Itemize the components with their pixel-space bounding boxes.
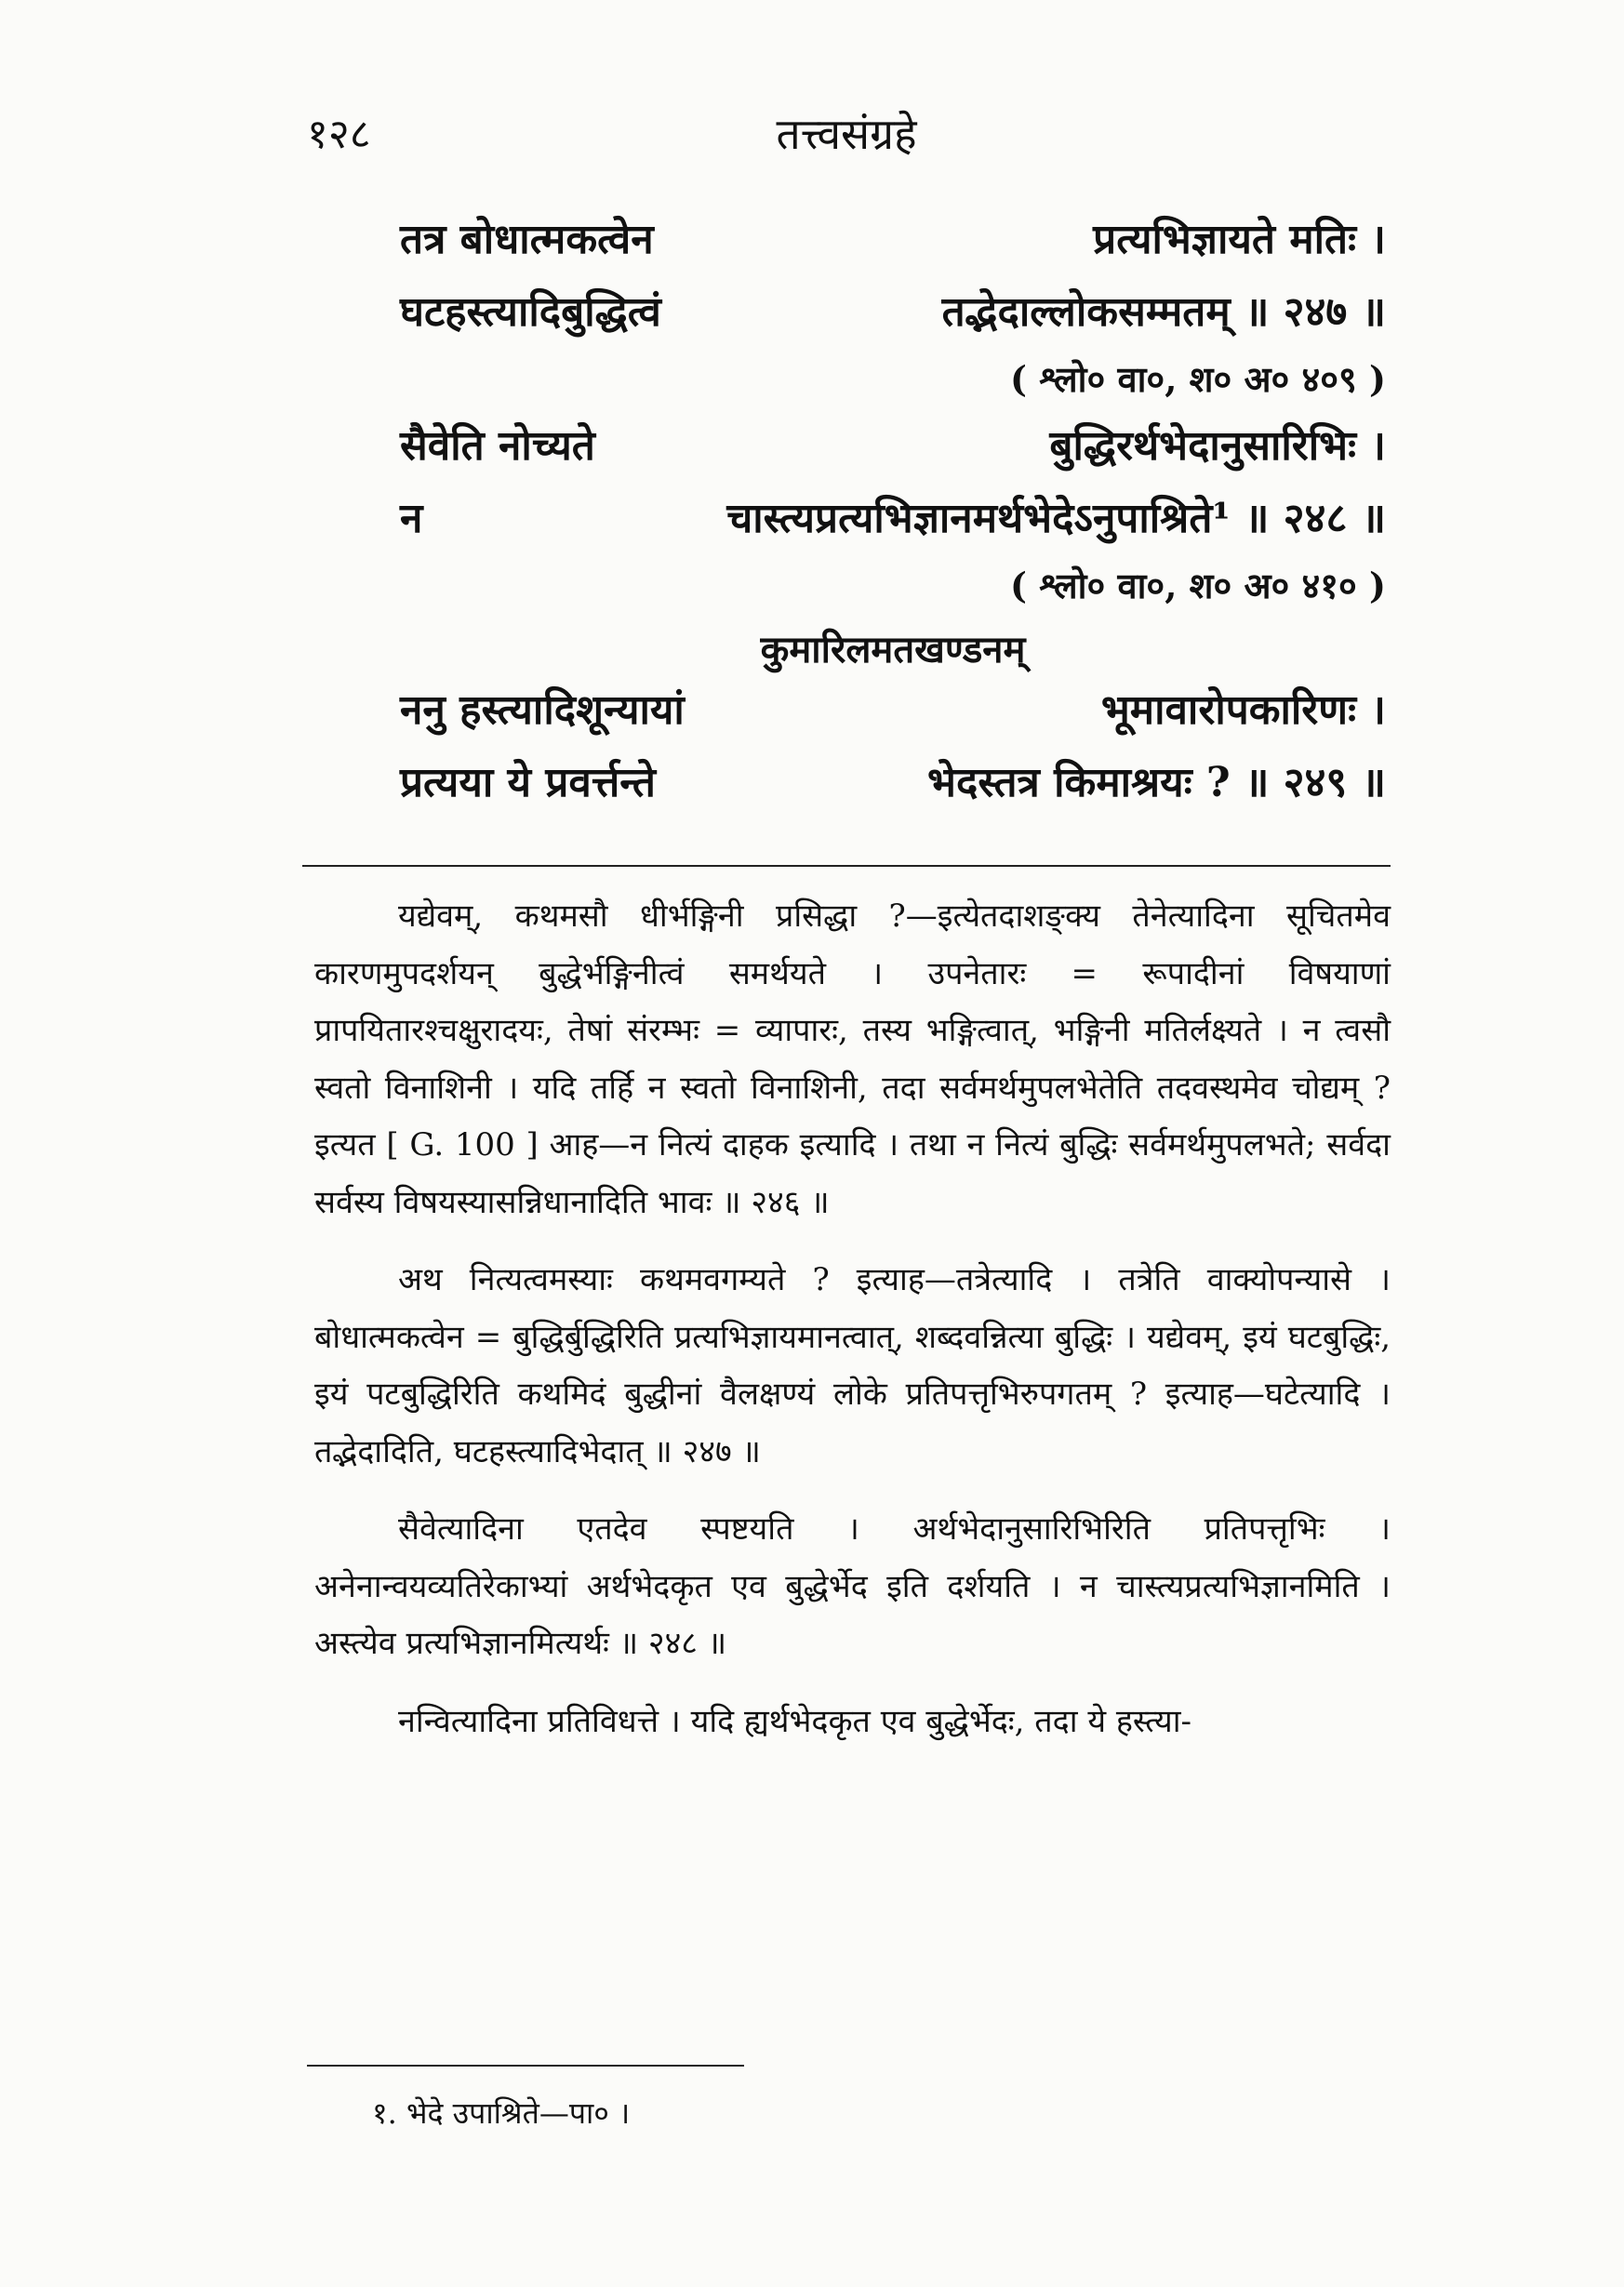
verse-line bbox=[400, 680, 1386, 752]
verse-line bbox=[400, 488, 1386, 561]
commentary-paragraph: अथ नित्यत्वमस्याः कथमवगम्यते ? इत्याह—तत्रेत्यादि । तत्रेति वाक्योपन्यासे । बोधात्मकत्वेन = बुद्धिर्बुद्धिरिति प्रत्यभिज्ञायमानत्वात्, शब्दवन्नित्या बुद्धिः । यद्येवम्, इयं घटबुद्धिः, इयं पटबुद्धिरिति कथमिदं बुद्धीनां वैलक्षण्यं लोके प्रतिपत्तृभिरुपगतम् ? इत्याह—घटेत्यादि । तद्भेदादिति, घटहस्त्यादिभेदात् ॥ २४७ ॥ bbox=[314, 1261, 1391, 1470]
verse-block bbox=[400, 209, 1386, 825]
commentary-paragraph: नन्वित्यादिना प्रतिविधत्ते । यदि ह्यर्थभेदकृत एव बुद्धेर्भेदः, तदा ये हस्त्या- bbox=[398, 1702, 1192, 1740]
footnote: १. भेदे उपाश्रिते—पा० । bbox=[372, 2095, 631, 2131]
verse-half: तत्र बोधात्मकत्वेन bbox=[400, 216, 654, 263]
commentary bbox=[314, 888, 1391, 1750]
verse-half: भूमावारोपकारिणः । bbox=[1100, 686, 1386, 734]
page-header bbox=[307, 104, 1386, 169]
verse-line bbox=[400, 416, 1386, 488]
section-heading: कुमारिलमतखण्डनम् bbox=[760, 628, 1026, 671]
verse-half: प्रत्यभिज्ञायते मतिः । bbox=[1093, 216, 1386, 263]
verse-half: घटहस्त्यादिबुद्धित्वं bbox=[400, 288, 661, 336]
footnote-rule bbox=[307, 2065, 744, 2067]
verse-half: तद्भेदाल्लोकसम्मतम् ॥ २४७ ॥ bbox=[941, 288, 1386, 336]
verse-half: ननु हस्त्यादिशून्यायां bbox=[400, 686, 685, 734]
verse-half: न bbox=[400, 495, 423, 542]
verse-citation: ( श्लो० वा०, श० अ० ४१० ) bbox=[1010, 565, 1386, 606]
verse-half: भेदस्तत्र किमाश्रयः ? ॥ २४९ ॥ bbox=[927, 759, 1386, 806]
running-title: तत्त्वसंग्रहे bbox=[776, 109, 917, 159]
verse-half: चास्त्यप्रत्यभिज्ञानमर्थभेदेऽनुपाश्रिते¹ ॥ २४८ ॥ bbox=[726, 495, 1386, 542]
commentary-paragraph: सैवेत्यादिना एतदेव स्पष्टयति । अर्थभेदानुसारिभिरिति प्रतिपत्तृभिः । अनेनान्वयव्यतिरेकाभ्यां अर्थभेदकृत एव बुद्धेर्भेद इति दर्शयति । न चास्त्यप्रत्यभिज्ञानमिति । अस्त्येव प्रत्यभिज्ञानमित्यर्थः ॥ २४८ ॥ bbox=[314, 1510, 1391, 1662]
verse-half: प्रत्यया ये प्रवर्त्तन्ते bbox=[400, 759, 656, 806]
page-number: १२८ bbox=[307, 111, 371, 158]
verse-line bbox=[400, 752, 1386, 825]
verse-citation: ( श्लो० वा०, श० अ० ४०९ ) bbox=[1010, 358, 1386, 400]
verse-line bbox=[400, 209, 1386, 282]
commentary-paragraph: यद्येवम्, कथमसौ धीर्भङ्गिनी प्रसिद्धा ?—इत्येतदाशङ्क्य तेनेत्यादिना सूचितमेव कारणमुपदर्शयन् बुद्धेर्भङ्गिनीत्वं समर्थयते । उपनेतारः = रूपादीनां विषयाणां प्रापयितारश्चक्षुरादयः, तेषां संरम्भः = व्यापारः, तस्य भङ्गित्वात्, भङ्गिनी मतिर्लक्ष्यते । न त्वसौ स्वतो विनाशिनी । यदि तर्हि न स्वतो विनाशिनी, तदा सर्वमर्थमुपलभेतेति तदवस्थमेव चोद्यम् ? इत्यत [ G. 100 ] आह—न नित्यं दाहक इत्यादि । तथा न नित्यं बुद्धिः सर्वमर्थमुपलभते; सर्वदा सर्वस्य विषयस्यासन्निधानादिति भावः ॥ २४६ ॥ bbox=[314, 898, 1391, 1221]
verse-half: सैवेति नोच्यते bbox=[400, 422, 595, 470]
verse-line bbox=[400, 282, 1386, 354]
verse-half: बुद्धिरर्थभेदानुसारिभिः । bbox=[1049, 422, 1386, 470]
divider-rule bbox=[302, 865, 1391, 867]
